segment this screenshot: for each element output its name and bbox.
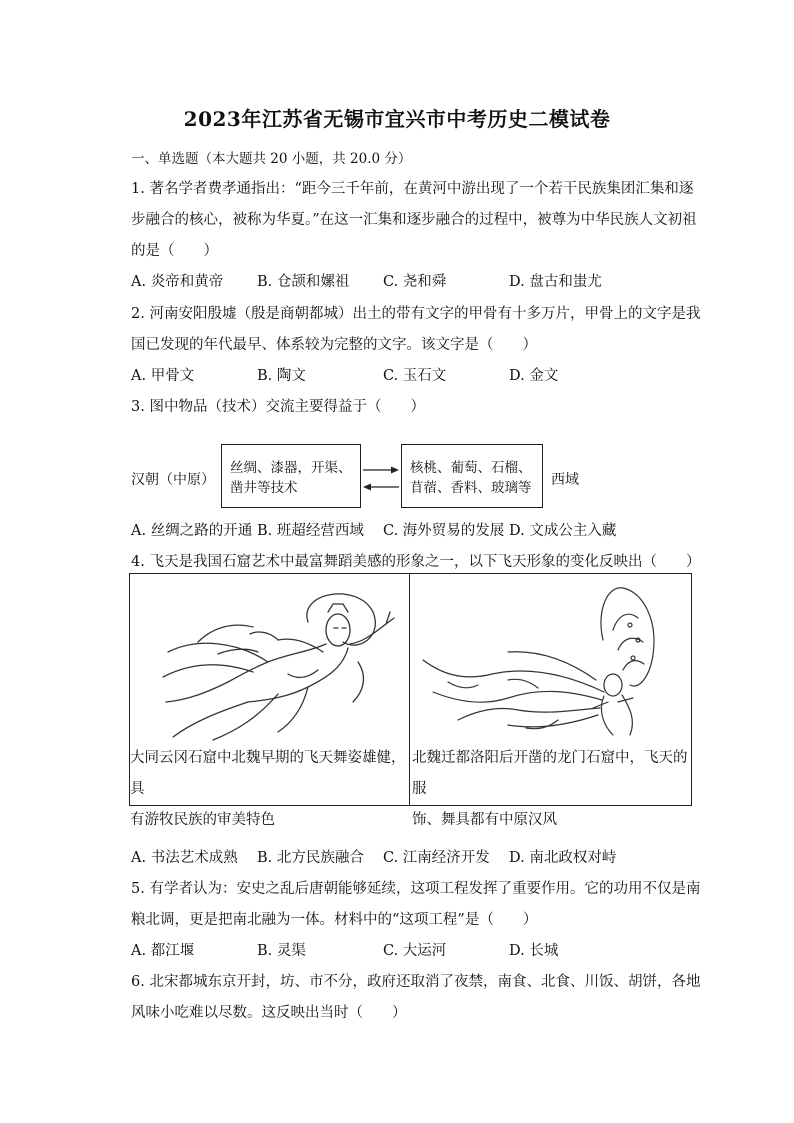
q4-option-d[interactable]: D. 南北政权对峙 (509, 850, 617, 866)
left-box-line: 丝绸、漆器，开渠、 (230, 460, 352, 476)
q4-line: 4. 飞天是我国石窟艺术中最富舞蹈美感的形象之一，以下飞天形象的变化反映出（ ） (131, 554, 701, 570)
q3-option-a[interactable]: A. 丝绸之路的开通 (131, 523, 253, 539)
section-heading: 一、单选题（本大题共 20 小题，共 20.0 分） (131, 151, 412, 167)
q3-option-c[interactable]: C. 海外贸易的发展 (383, 523, 505, 539)
q2-line: 2. 河南安阳殷墟（殷是商朝都城）出土的带有文字的甲骨有十多万片，甲骨上的文字是我 (131, 306, 701, 322)
right-box-line: 核桃、葡萄、石榴、 (410, 460, 532, 476)
q4-option-a[interactable]: A. 书法艺术成熟 (131, 850, 238, 866)
q3-option-d[interactable]: D. 文成公主入藏 (509, 523, 617, 539)
q1-option-c[interactable]: C. 尧和舜 (383, 274, 447, 290)
q5-option-a[interactable]: A. 都江堰 (131, 943, 195, 959)
exam-title: 2023年江苏省无锡市宜兴市中考历史二模试卷 (183, 107, 611, 131)
q6-line: 6. 北宋都城东京开封，坊、市不分，政府还取消了夜禁，南食、北食、川饭、胡饼，各地 (131, 974, 701, 990)
q2-option-c[interactable]: C. 玉石文 (383, 368, 447, 384)
caption-line: 饰、舞具都有中原汉风 (412, 812, 557, 828)
q4-option-c[interactable]: C. 江南经济开发 (383, 850, 490, 866)
q5-option-b[interactable]: B. 灵渠 (257, 943, 306, 959)
q2-option-b[interactable]: B. 陶文 (257, 368, 306, 384)
right-caption (412, 743, 691, 836)
table-cell-left (130, 574, 410, 828)
q2-option-d[interactable]: D. 金文 (509, 368, 559, 384)
caption-line: 有游牧民族的审美特色 (130, 812, 275, 828)
diagram-left-label: 汉朝（中原） (131, 472, 215, 488)
q5-line: 粮北调，更是把南北融为一体。材料中的“这项工程”是（ ） (131, 912, 538, 928)
feitian-table (129, 573, 692, 828)
caption-line: 大同云冈石窟中北魏早期的飞天舞姿雄健，具 (130, 750, 406, 797)
caption-line: 北魏迁都洛阳后开凿的龙门石窟中，飞天的服 (412, 750, 688, 797)
right-box-line: 苜蓿、香料、玻璃等 (410, 480, 532, 496)
q4-option-b[interactable]: B. 北方民族融合 (257, 850, 364, 866)
diagram-left-box (221, 444, 361, 508)
table-cell-right (410, 574, 691, 828)
left-box-line: 凿井等技术 (230, 480, 298, 496)
q1-option-d[interactable]: D. 盘古和蚩尤 (509, 274, 602, 290)
q2-line: 国已发现的年代最早、体系较为完整的文字。该文字是（ ） (131, 337, 537, 353)
q1-line: 1. 著名学者费孝通指出：“距今三千年前，在黄河中游出现了一个若干民族集团汇集和逐 (131, 181, 694, 197)
longmen-feitian-image (418, 580, 686, 740)
q5-option-d[interactable]: D. 长城 (509, 943, 559, 959)
q1-option-a[interactable]: A. 炎帝和黄帝 (131, 274, 224, 290)
exchange-arrows-icon (361, 444, 401, 508)
q3-option-b[interactable]: B. 班超经营西域 (257, 523, 364, 539)
q1-line: 的是（ ） (131, 243, 218, 259)
q1-line: 步融合的核心，被称为华夏。”在这一汇集和逐步融合的过程中，被尊为中华民族人文初祖 (131, 212, 697, 228)
q6-line: 风味小吃难以尽数。这反映出当时（ ） (131, 1005, 407, 1021)
left-caption (130, 743, 412, 836)
exchange-diagram (131, 444, 691, 508)
diagram-right-label: 西域 (551, 472, 579, 488)
q2-option-a[interactable]: A. 甲骨文 (131, 368, 195, 384)
q3-line: 3. 图中物品（技术）交流主要得益于（ ） (131, 399, 425, 415)
diagram-right-box (401, 444, 543, 508)
q1-option-b[interactable]: B. 仓颉和嫘祖 (257, 274, 350, 290)
q5-line: 5. 有学者认为：安史之乱后唐朝能够延续，这项工程发挥了重要作用。它的功用不仅是南 (131, 881, 701, 897)
q5-option-c[interactable]: C. 大运河 (383, 943, 447, 959)
yungang-feitian-image (158, 582, 398, 742)
